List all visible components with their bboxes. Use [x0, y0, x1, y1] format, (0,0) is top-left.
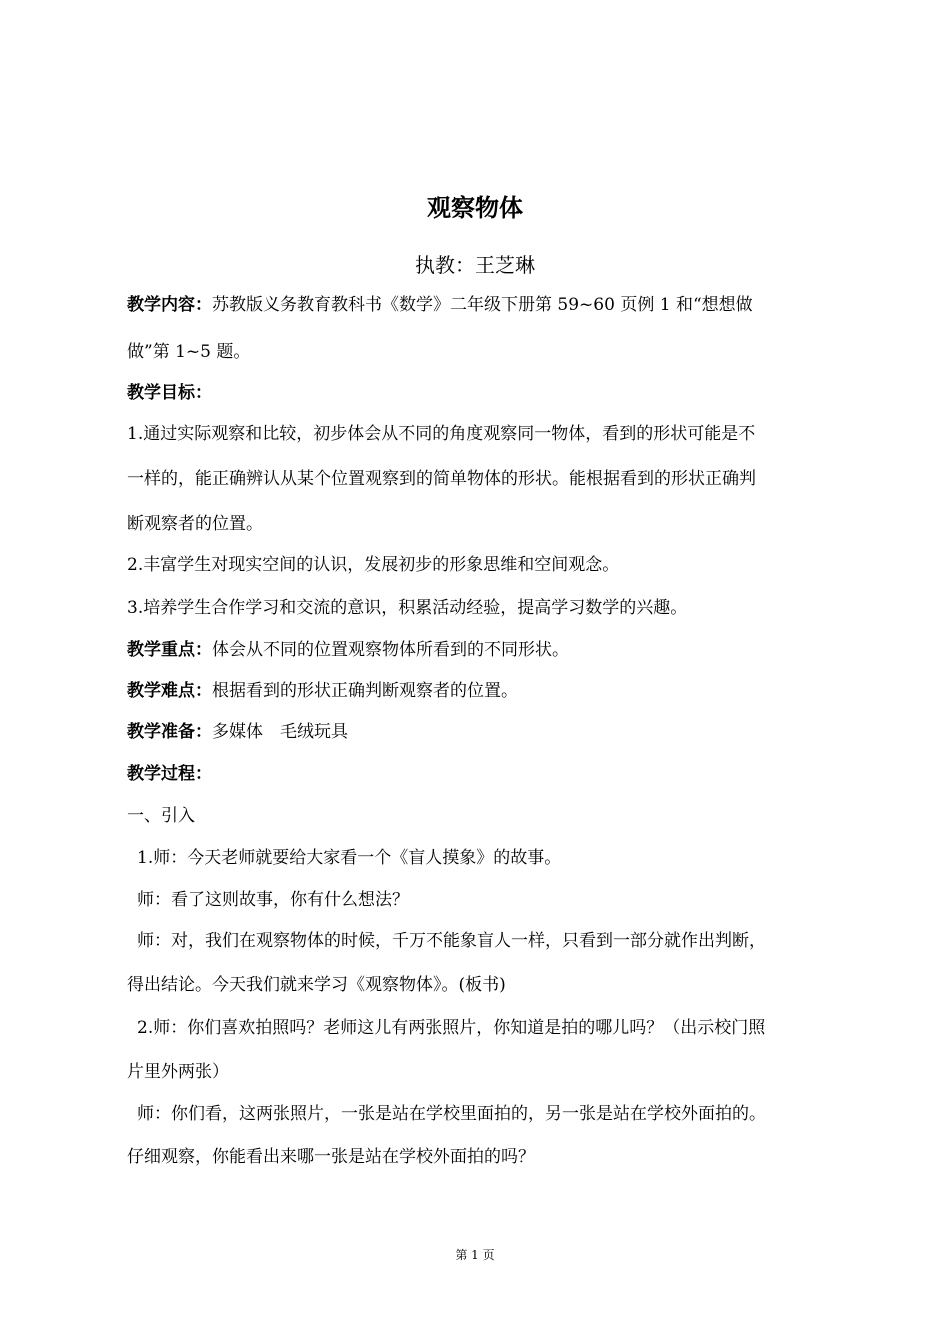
teacher-line: 执教：王芝琳 [415, 253, 535, 277]
key-text: 体会从不同的位置观察物体所看到的不同形状。 [212, 640, 569, 660]
paragraph-1: 1.师：今天老师就要给大家看一个《盲人摸象》的故事。 [137, 848, 562, 868]
content-line-2: 做”第 1~5 题。 [127, 342, 251, 362]
paragraph-4-line-2: 片里外两张） [127, 1062, 229, 1082]
difficulty-label: 教学难点： [127, 681, 212, 701]
process-label: 教学过程： [127, 764, 212, 784]
prep-line [127, 720, 827, 744]
paragraph-5-line-1: 师：你们看，这两张照片，一张是站在学校里面拍的，另一张是站在学校外面拍的。 [137, 1104, 766, 1124]
paragraph-3-line-2: 得出结论。今天我们就来学习《观察物体》。(板书) [127, 975, 506, 995]
paragraph-5-line-2: 仔细观察，你能看出来哪一张是站在学校外面拍的吗？ [127, 1147, 535, 1167]
key-label: 教学重点： [127, 640, 212, 660]
goal-1-line-1: 1.通过实际观察和比较，初步体会从不同的角度观察同一物体，看到的形状可能是不 [127, 424, 756, 444]
goal-1-line-3: 断观察者的位置。 [127, 514, 263, 534]
goal-3: 3.培养学生合作学习和交流的意识，积累活动经验，提高学习数学的兴趣。 [127, 598, 688, 618]
paragraph-4-line-1: 2.师：你们喜欢拍照吗？老师这儿有两张照片，你知道是拍的哪儿吗？（出示校门照 [137, 1018, 766, 1038]
difficulty-text: 根据看到的形状正确判断观察者的位置。 [212, 681, 518, 701]
prep-label: 教学准备： [127, 722, 212, 742]
content-label: 教学内容： [127, 295, 212, 315]
content-text-1: 苏教版义务教育教科书《数学》二年级下册第 59~60 页例 1 和“想想做 [212, 295, 753, 315]
key-point-line [127, 638, 827, 662]
goal-1-line-2: 一样的，能正确辨认从某个位置观察到的简单物体的形状。能根据看到的形状正确判 [127, 469, 756, 489]
difficulty-line [127, 679, 827, 703]
document-title: 观察物体 [427, 194, 523, 222]
paragraph-3-line-1: 师：对，我们在观察物体的时候，千万不能象盲人一样，只看到一部分就作出判断， [137, 931, 766, 951]
goal-2: 2.丰富学生对现实空间的认识，发展初步的形象思维和空间观念。 [127, 555, 620, 575]
prep-text: 多媒体 毛绒玩具 [212, 722, 348, 742]
paragraph-2: 师：看了这则故事，你有什么想法？ [137, 890, 409, 910]
section-intro: 一、引入 [127, 806, 195, 826]
content-line-1 [127, 293, 827, 317]
page-number: 第 1 页 [455, 1248, 495, 1262]
goals-label: 教学目标： [127, 383, 212, 403]
